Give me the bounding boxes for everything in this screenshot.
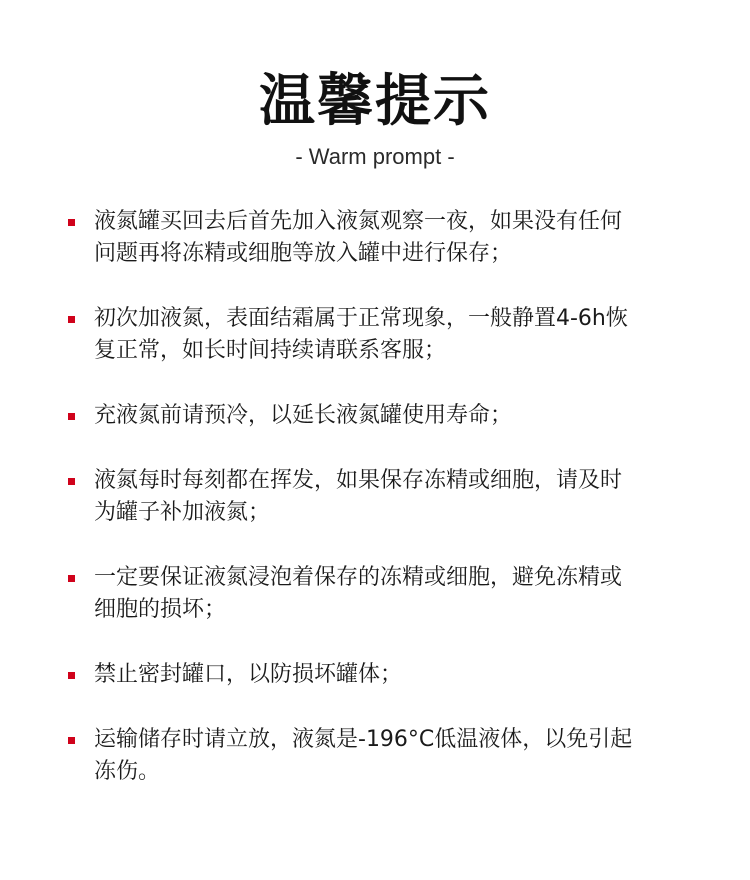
tip-text: 充液氮前请预冷，以延长液氮罐使用寿命； (94, 403, 513, 428)
tip-item (66, 562, 684, 626)
square-bullet-icon (68, 737, 75, 744)
square-bullet-icon (68, 478, 75, 485)
page-title: 温馨提示 (259, 69, 491, 134)
tip-item (66, 303, 684, 367)
tip-text: 禁止密封罐口，以防损坏罐体； (94, 662, 403, 687)
tip-text: 运输储存时请立放，液氮是-196°C低温液体，以免引起冻伤。 (94, 727, 633, 784)
tip-text: 一定要保证液氮浸泡着保存的冻精或细胞，避免冻精或细胞的损坏； (94, 565, 623, 622)
tip-item (66, 724, 684, 788)
tip-text: 液氮每时每刻都在挥发，如果保存冻精或细胞，请及时为罐子补加液氮； (94, 468, 623, 525)
tip-item (66, 465, 684, 529)
tips-list (0, 206, 684, 788)
square-bullet-icon (68, 219, 75, 226)
tip-item (66, 659, 684, 691)
tip-text: 初次加液氮，表面结霜属于正常现象，一般静置4-6h恢复正常，如长时间持续请联系客服； (94, 306, 628, 363)
square-bullet-icon (68, 316, 75, 323)
tip-text: 液氮罐买回去后首先加入液氮观察一夜，如果没有任何问题再将冻精或细胞等放入罐中进行保存； (94, 209, 623, 266)
tip-item (66, 206, 684, 270)
tip-item (66, 400, 684, 432)
square-bullet-icon (68, 672, 75, 679)
square-bullet-icon (68, 575, 75, 582)
square-bullet-icon (68, 413, 75, 420)
page-subtitle: - Warm prompt - (295, 144, 455, 169)
